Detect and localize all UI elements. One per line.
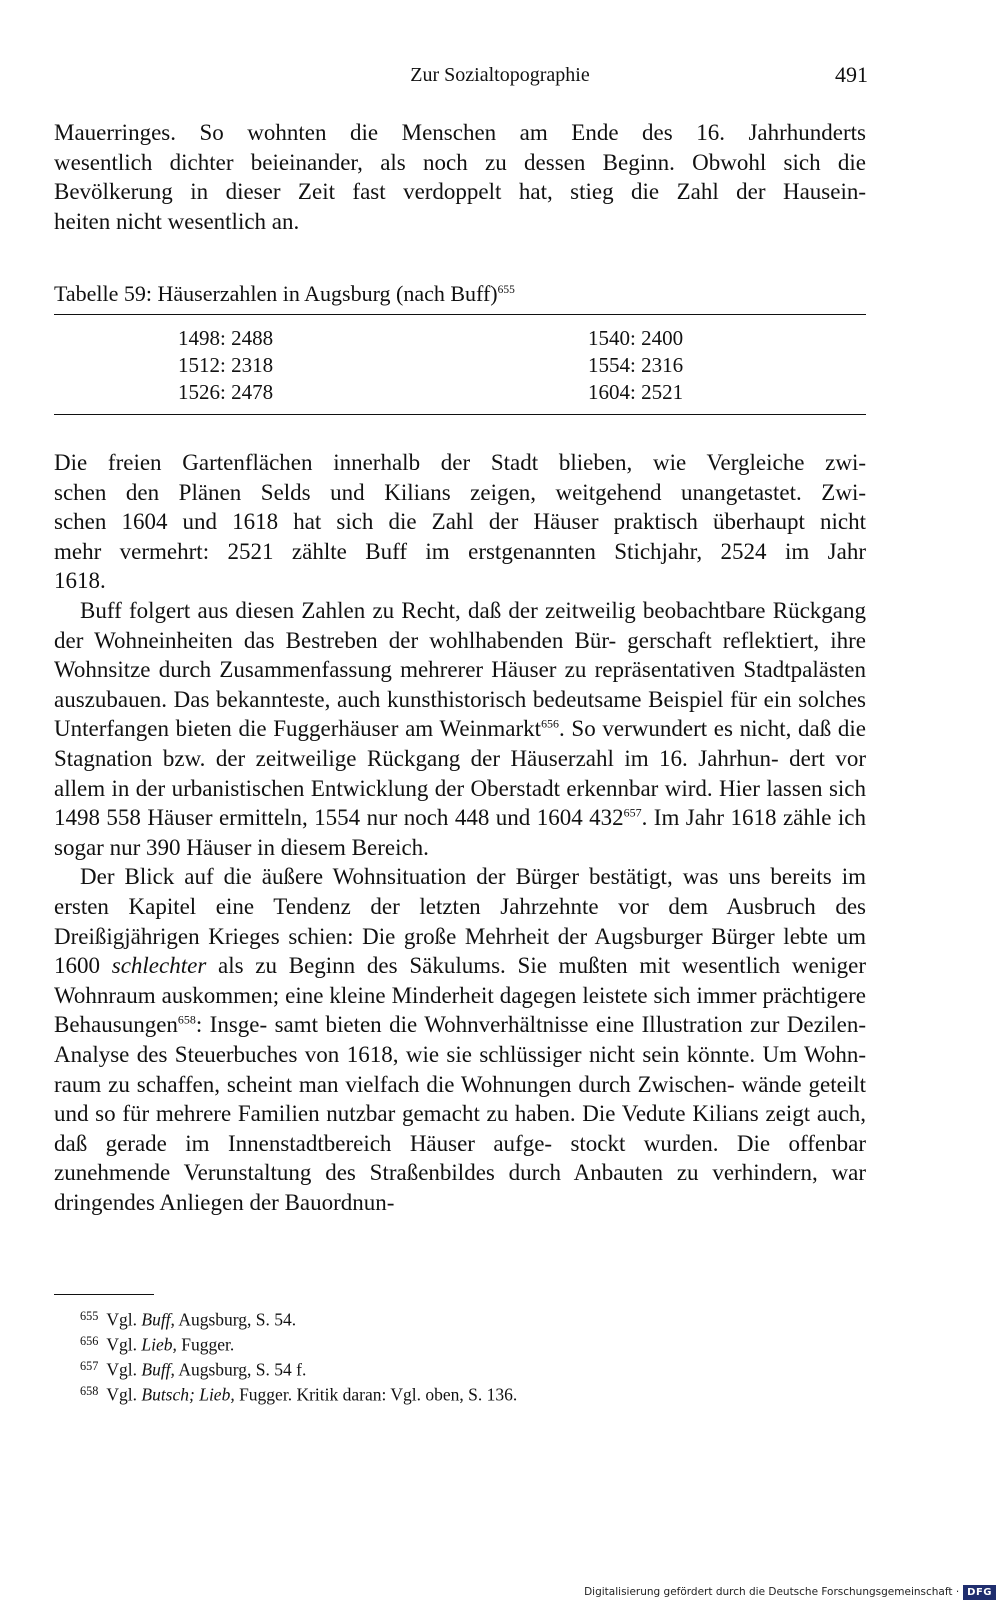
table-cell: 1526: 2478 — [178, 380, 274, 404]
table-caption-text: Tabelle 59: Häuserzahlen in Augsburg (nach Buff) — [54, 281, 498, 306]
table-cell: 1512: 2318 — [178, 353, 274, 377]
footnote-ref: 656 — [541, 717, 559, 732]
dfg-logo: DFG — [963, 1585, 996, 1600]
footnote — [80, 1334, 234, 1356]
footnote-text: Vgl. — [106, 1309, 142, 1330]
footnote-text: Fugger. Kritik daran: Vgl. oben, S. 136. — [234, 1384, 518, 1405]
text-line: wesentlich dichter beieinander, als noch zu dessen Beginn. Obwohl sich die — [54, 149, 866, 175]
table-cell: 1604: 2521 — [588, 380, 684, 404]
footnote — [80, 1309, 296, 1331]
running-head — [0, 62, 1000, 92]
paragraph-2 — [54, 596, 866, 1217]
footnote-text: Vgl. — [106, 1384, 142, 1405]
footnote-text: Vgl. — [106, 1359, 142, 1380]
digitization-credit — [584, 1581, 996, 1603]
text-run: . So verwundert es nicht, daß die Stagnation bzw. der zeitweilige Rückgang der Häuserzahl im 16. Jahrhun- dert vor allem in der urbanistischen Entwicklung der Oberstadt erkennbar wird. Hier lassen sich 1498 558 Häuser ermitteln, 1554 nur noch 448 und 1604 432 — [54, 716, 866, 831]
footnote-author: Butsch; Lieb, — [141, 1384, 235, 1405]
text-run: : Insge- samt bieten die Wohnverhältnisse eine Illustration zur Dezilen-Analyse des Steuerbuches von 1618, wie sie schlüssiger nicht sein könnte. Um Wohn- raum zu schaffen, scheint man vielfach die Wohnungen durch Zwischen- wände geteilt und so für mehrere Familien nutzbar gemacht zu haben. Die Vedute Kilians zeigt auch, daß gerade im Innenstadtbereich Häuser aufge- stockt wurden. Die offenbar zunehmende Verunstaltung des Straßenbildes durch Anbauten zu verhindern, war dringendes Anliegen der Bauordnun- — [54, 1012, 866, 1215]
table-cell: 1554: 2316 — [588, 353, 684, 377]
footnote-number: 655 — [80, 1309, 99, 1323]
paragraph-text — [54, 596, 866, 862]
table-bottom-rule — [54, 414, 866, 415]
footnote-number: 658 — [80, 1384, 99, 1398]
text-line: mehr vermehrt: 2521 zählte Buff im erstgenannten Stichjahr, 2524 im Jahr — [54, 538, 866, 564]
paragraph-3 — [54, 862, 866, 1217]
footnote-author: Lieb, — [141, 1334, 177, 1355]
footnote-author: Buff, — [141, 1309, 175, 1330]
footnote — [80, 1384, 517, 1406]
footnote-number: 657 — [80, 1359, 99, 1373]
footnote-ref: 655 — [497, 284, 515, 296]
text-line: heiten nicht wesentlich an. — [54, 208, 300, 234]
footnote-text: Fugger. — [176, 1334, 235, 1355]
text-run: . Im Jahr 1618 zähle ich sogar nur 390 Häuser in diesem Bereich. — [54, 805, 867, 860]
footnote — [80, 1359, 306, 1381]
footnote-text: Vgl. — [106, 1334, 142, 1355]
credit-text: Digitalisierung gefördert durch die Deutsche Forschungsgemeinschaft · — [584, 1586, 960, 1598]
footnote-text: Augsburg, S. 54. — [174, 1309, 297, 1330]
text-run: als zu Beginn des Säkulums. Sie mußten mit wesentlich weniger Wohnraum auskommen; eine kleine Minderheit dagegen leistete sich immer prächtigere Behausungen — [54, 953, 866, 1038]
text-line: Bevölkerung in dieser Zeit fast verdoppelt hat, stieg die Zahl der Hausein- — [54, 179, 866, 205]
table-top-rule — [54, 314, 866, 315]
text-line: 1618. — [54, 568, 106, 594]
table-caption — [54, 281, 515, 307]
running-title: Zur Sozialtopographie — [410, 64, 590, 86]
footnote-number: 656 — [80, 1334, 99, 1348]
text-run: Der Blick auf die äußere Wohnsituation der Bürger bestätigt, was uns bereits im ersten Kapitel eine Tendenz der letzten Jahrzehnte vor dem Ausbruch des Dreißigjährigen Krieges schien: Die große Mehrheit der Augsburger Bürger lebte um 1600 — [54, 864, 866, 979]
top-paragraph — [54, 118, 866, 236]
emphasis: schlechter — [111, 953, 207, 979]
page-number: 491 — [835, 62, 868, 87]
text-line: Mauerringes. So wohnten die Menschen am Ende des 16. Jahrhunderts — [54, 120, 866, 145]
footnote-ref: 657 — [623, 805, 642, 820]
paragraph-1 — [54, 448, 866, 596]
text-line: Die freien Gartenflächen innerhalb der Stadt blieben, wie Vergleiche zwi- — [54, 450, 866, 475]
footnote-author: Buff, — [141, 1359, 175, 1380]
footnote-text: Augsburg, S. 54 f. — [174, 1359, 307, 1380]
table-cell: 1540: 2400 — [588, 326, 684, 350]
table-cell: 1498: 2488 — [178, 326, 274, 350]
footnote-separator — [54, 1294, 154, 1295]
text-line: schen den Plänen Selds und Kilians zeigen, weitgehend unangetastet. Zwi- — [54, 479, 866, 505]
text-line: schen 1604 und 1618 hat sich die Zahl der Häuser praktisch überhaupt nicht — [54, 509, 866, 535]
footnote-ref: 658 — [177, 1012, 196, 1027]
text-run: Buff folgert aus diesen Zahlen zu Recht, daß der zeitweilig beobachtbare Rückgang der Wohneinheiten das Bestreben der wohlhabenden Bür- gerschaft reflektiert, ihre Wohnsitze durch Zusammenfassung mehrerer Häuser zu repräsentativen Stadtpalästen auszubauen. Das bekannteste, auch kunsthistorisch bedeutsame Beispiel für ein solches Unterfangen bieten die Fuggerhäuser am Weinmarkt — [54, 598, 866, 742]
